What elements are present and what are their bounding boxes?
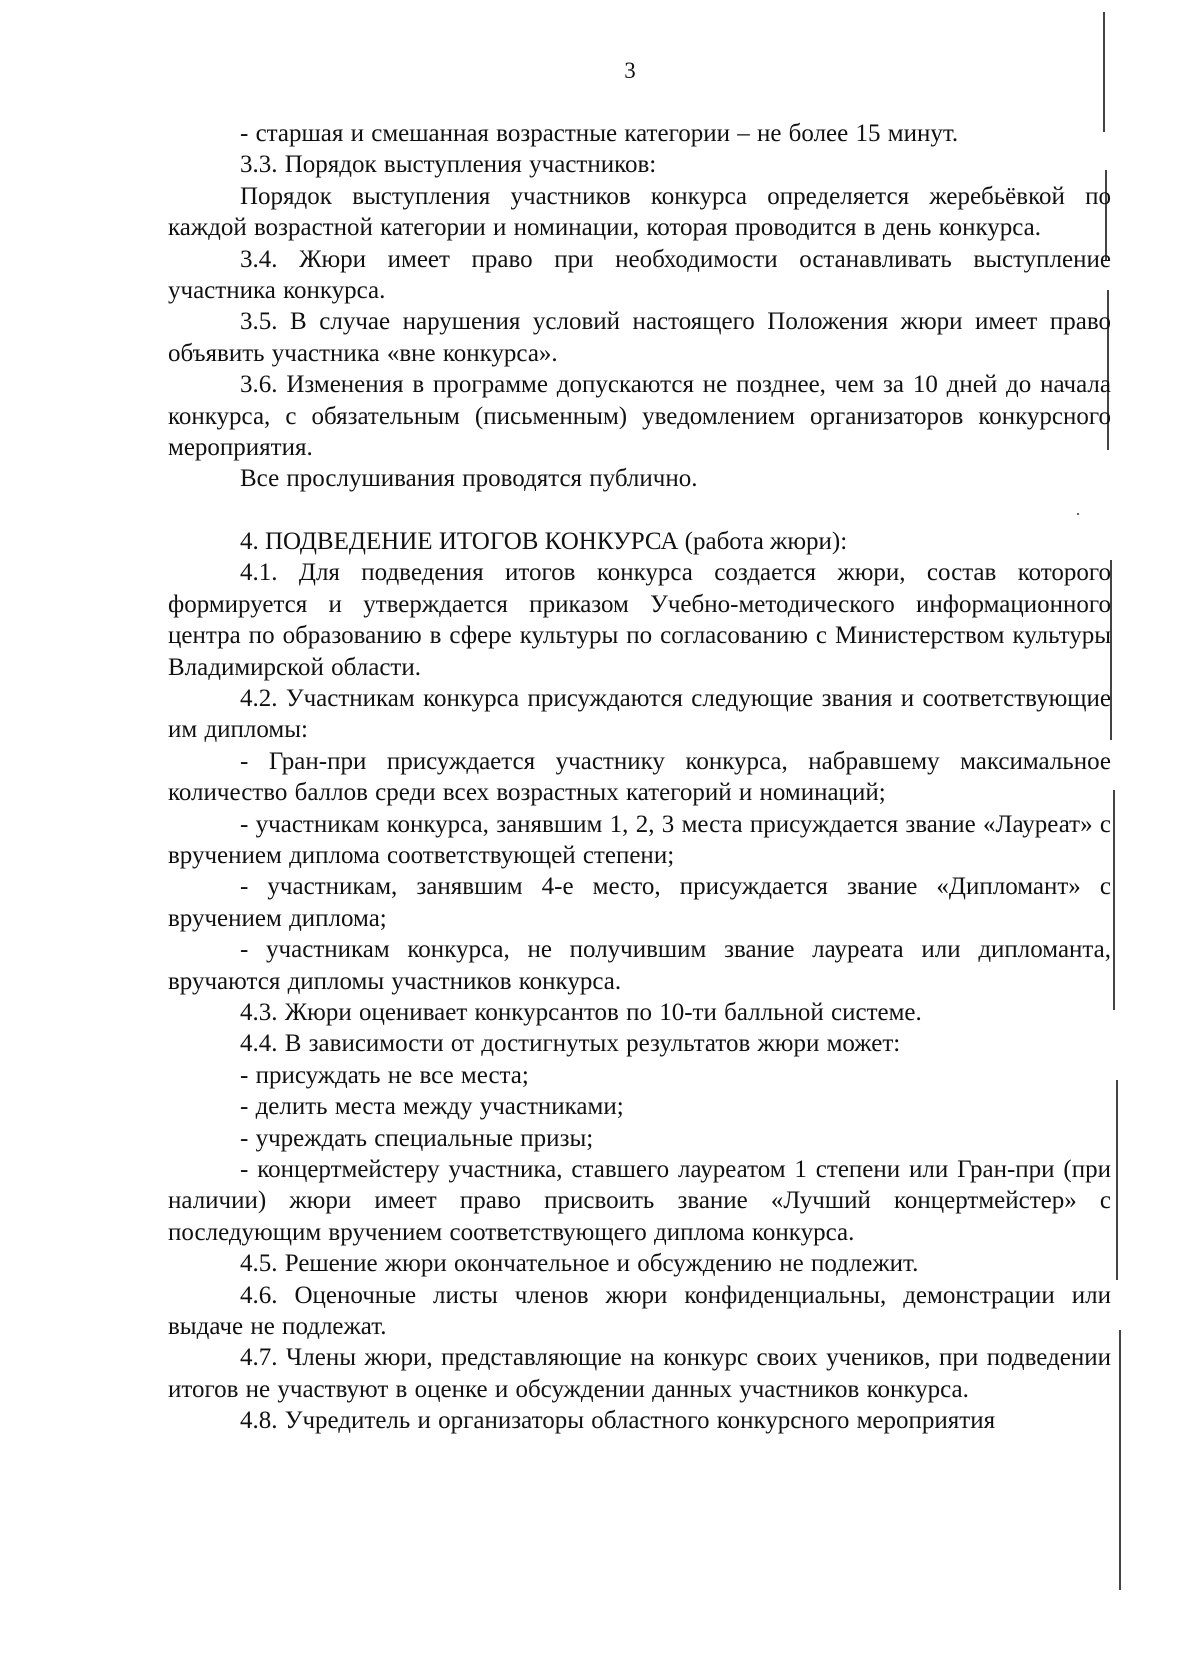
page-number: 3 [624, 58, 636, 83]
document-body [168, 118, 1111, 1437]
section-4-heading: 4. ПОДВЕДЕНИЕ ИТОГОВ КОНКУРСА (работа жюри): [240, 527, 848, 555]
paragraph-3-4: 3.4. Жюри имеет право при необходимости останавливать выступление участника конкурса. [168, 245, 1111, 305]
paragraph-4-1: 4.1. Для подведения итогов конкурса создается жюри, состав которого формируется и утверждается приказом Учебно-методического информационного центра по образованию в сфере культуры по согласованию с Министерством культуры Владимирской области. [168, 559, 1111, 681]
paragraph-age-limit: - старшая и смешанная возрастные категории – не более 15 минут. [240, 120, 959, 147]
paragraph-public-hearings: Все прослушивания проводятся публично. [240, 465, 698, 493]
paragraph-3-6: 3.6. Изменения в программе допускаются не позднее, чем за 10 дней до начала конкурса, с обязательным (письменным) уведомлением организаторов конкурсного мероприятия. [168, 371, 1111, 462]
list-item-grand-prix: - Гран-при присуждается участнику конкурса, набравшему максимальное количество баллов среди всех возрастных категорий и номинаций; [168, 747, 1111, 807]
list-item-participants: - участникам конкурса, не получившим звание лауреата или дипломанта, вручаются дипломы участников конкурса. [168, 936, 1111, 995]
paragraph-4-8: 4.8. Учредитель и организаторы областного конкурсного мероприятия [240, 1407, 996, 1435]
paragraph-4-6: 4.6. Оценочные листы членов жюри конфиденциальны, демонстрации или выдаче не подлежат. [168, 1281, 1111, 1341]
scan-edge-line [1116, 1080, 1118, 1280]
list-item-not-all-places: - присуждать не все места; [240, 1061, 529, 1089]
list-item-best-accompanist: - концертмейстеру участника, ставшего лауреатом 1 степени или Гран-при (при наличии) жюри имеет право присвоить звание «Лучший концертмейстер» с последующим вручением соответствующего диплома конкурса. [168, 1156, 1111, 1246]
list-item-laureate: - участникам конкурса, занявшим 1, 2, 3 места присуждается звание «Лауреат» с вручением диплома соответствующей степени; [168, 810, 1111, 869]
paragraph-4-3: 4.3. Жюри оценивает конкурсантов по 10-ти балльной системе. [240, 998, 922, 1026]
section-spacer [168, 495, 1111, 526]
paragraph-3-3: 3.3. Порядок выступления участников: [240, 151, 657, 179]
paragraph-3-5: 3.5. В случае нарушения условий настоящего Положения жюри имеет право объявить участника «вне конкурса». [168, 308, 1111, 367]
paragraph-4-4: 4.4. В зависимости от достигнутых результатов жюри может: [240, 1030, 901, 1058]
paragraph-order-draw: Порядок выступления участников конкурса определяется жеребьёвкой по каждой возрастной категории и номинации, которая проводится в день конкурса. [168, 182, 1111, 242]
paragraph-4-7: 4.7. Члены жюри, представляющие на конкурс своих учеников, при подведении итогов не участвуют в оценке и обсуждении данных участников конкурса. [168, 1344, 1111, 1403]
list-item-special-prizes: - учреждать специальные призы; [240, 1124, 594, 1152]
scan-edge-line [1103, 12, 1105, 132]
paragraph-4-2: 4.2. Участникам конкурса присуждаются следующие звания и соответствующие им дипломы: [168, 684, 1111, 744]
scan-edge-line [1119, 1330, 1121, 1590]
list-item-share-places: - делить места между участниками; [240, 1093, 624, 1121]
scan-edge-line [1113, 790, 1115, 1010]
list-item-diplomant: - участникам, занявшим 4-е место, присуждается звание «Дипломант» с вручением диплома; [168, 873, 1111, 932]
paragraph-4-5: 4.5. Решение жюри окончательное и обсуждению не подлежит. [240, 1250, 919, 1278]
